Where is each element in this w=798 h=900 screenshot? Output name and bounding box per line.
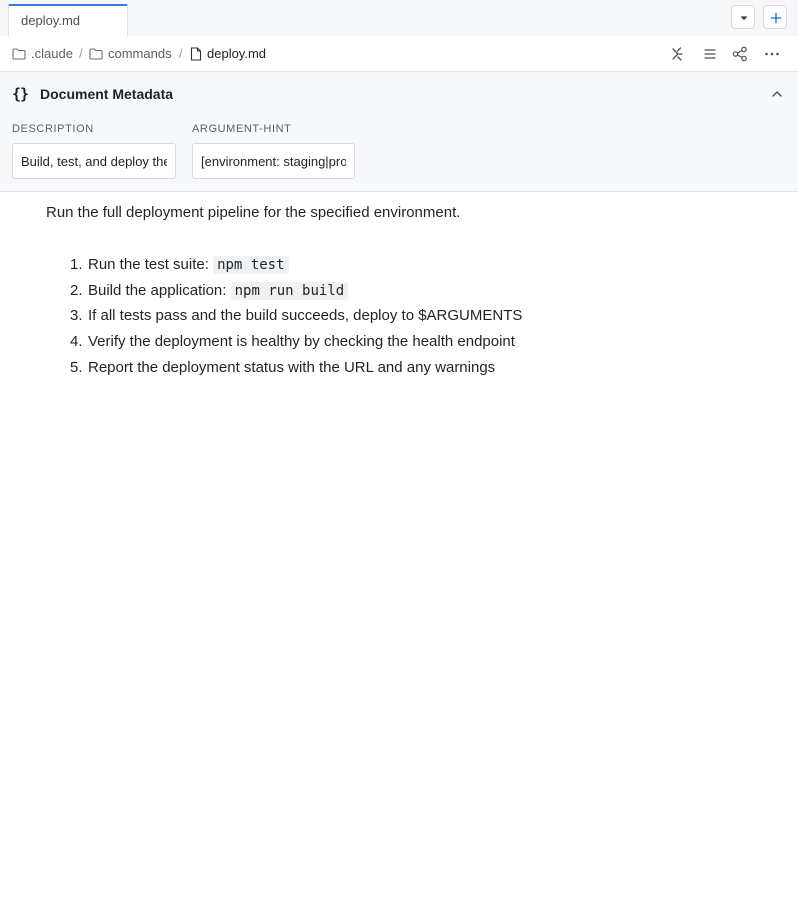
folder-icon bbox=[89, 48, 103, 60]
breadcrumb-separator: / bbox=[179, 46, 183, 61]
list-item bbox=[46, 306, 766, 332]
tab-list-dropdown-button[interactable] bbox=[731, 5, 755, 29]
argument-hint-label: ARGUMENT-HINT bbox=[192, 123, 292, 135]
description-label: DESCRIPTION bbox=[12, 123, 94, 135]
list-item-text: Build the application: bbox=[88, 281, 231, 299]
plus-icon bbox=[769, 11, 783, 25]
list-item-text: If all tests pass and the build succeeds, deploy to $ARGUMENTS bbox=[88, 307, 523, 325]
list-item-number: 4. bbox=[70, 333, 83, 351]
list-item-text: Verify the deployment is healthy by checking the health endpoint bbox=[88, 333, 515, 351]
new-tab-button[interactable] bbox=[763, 5, 787, 29]
list-item-number: 5. bbox=[70, 358, 83, 376]
more-icon[interactable] bbox=[763, 45, 781, 63]
format-icon[interactable] bbox=[668, 45, 686, 63]
inline-code: npm run build bbox=[231, 282, 349, 300]
file-icon bbox=[190, 47, 202, 61]
intro-paragraph: Run the full deployment pipeline for the specified environment. bbox=[46, 204, 461, 221]
metadata-title: Document Metadata bbox=[40, 86, 174, 102]
list-item bbox=[46, 358, 766, 384]
breadcrumb-label: deploy.md bbox=[207, 46, 267, 61]
list-item bbox=[46, 281, 766, 307]
list-item-text: Run the test suite: bbox=[88, 256, 214, 273]
breadcrumb-item-commands[interactable] bbox=[89, 46, 172, 61]
breadcrumb-separator: / bbox=[79, 46, 83, 61]
breadcrumb bbox=[0, 36, 798, 72]
tab-bar bbox=[0, 0, 798, 36]
share-icon[interactable] bbox=[731, 45, 749, 63]
tab-deploy-md[interactable] bbox=[8, 4, 128, 36]
document-metadata-panel bbox=[0, 72, 798, 192]
document-body bbox=[46, 203, 766, 383]
breadcrumb-label: .claude bbox=[31, 46, 73, 61]
list-item-number: 2. bbox=[70, 281, 83, 299]
argument-hint-field bbox=[192, 143, 355, 179]
list-item-text: Report the deployment status with the URL and any warnings bbox=[88, 358, 496, 376]
description-field bbox=[12, 143, 176, 179]
chevron-up-icon[interactable] bbox=[770, 88, 784, 100]
tab-label: deploy.md bbox=[21, 13, 81, 28]
folder-icon bbox=[12, 48, 26, 60]
outline-icon[interactable] bbox=[701, 45, 719, 63]
list-item bbox=[46, 332, 766, 358]
list-item-number: 3. bbox=[70, 307, 83, 325]
breadcrumb-label: commands bbox=[108, 46, 172, 61]
list-item-number: 1. bbox=[70, 256, 83, 273]
braces-icon: {} bbox=[12, 85, 29, 103]
steps-list bbox=[46, 255, 766, 383]
description-input[interactable] bbox=[13, 144, 175, 178]
argument-hint-input[interactable] bbox=[193, 144, 354, 178]
breadcrumb-item-deploy-md[interactable] bbox=[190, 46, 266, 61]
chevron-down-icon bbox=[737, 11, 751, 25]
inline-code: npm test bbox=[213, 256, 288, 274]
list-item bbox=[46, 255, 766, 281]
breadcrumb-item-claude[interactable] bbox=[12, 46, 73, 61]
